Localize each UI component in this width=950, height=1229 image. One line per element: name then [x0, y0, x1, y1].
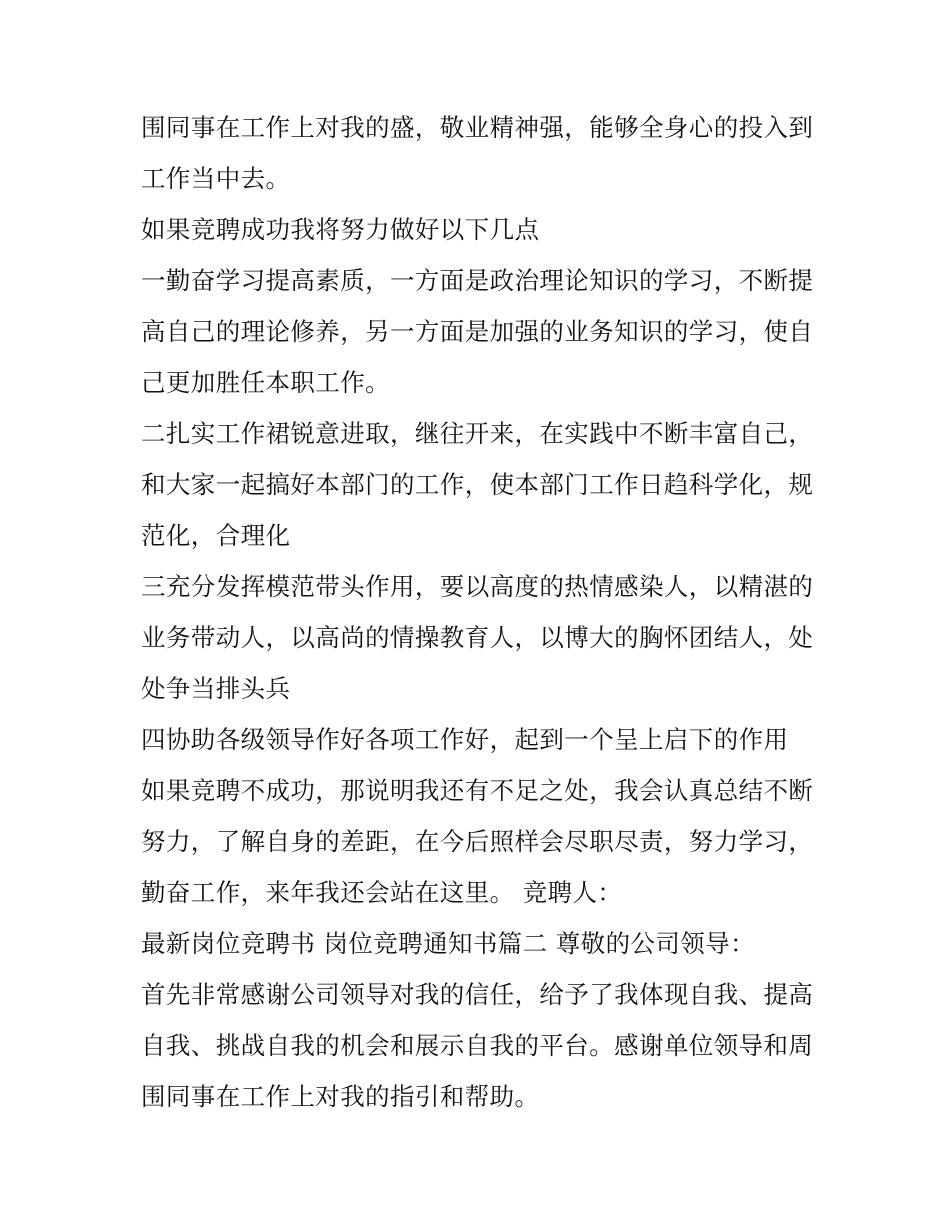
text-line: 三充分发挥模范带头作用，要以高度的热情感染人，以精湛的: [141, 572, 814, 601]
text-line: 勤奋工作，来年我还会站在这里。 竞聘人：: [141, 878, 623, 907]
text-line: 己更加胜任本职工作。: [141, 368, 390, 397]
text-line: 围同事在工作上对我的指引和帮助。: [141, 1082, 540, 1111]
text-line: 二扎实工作裙锐意进取，继往开来，在实践中不断丰富自己，: [141, 419, 814, 448]
text-line: 自我、挑战自我的机会和展示自我的平台。感谢单位领导和周: [141, 1031, 814, 1060]
text-line: 围同事在工作上对我的盛，敬业精神强，能够全身心的投入到: [141, 113, 814, 142]
text-line: 工作当中去。: [141, 164, 291, 193]
text-line: 和大家一起搞好本部门的工作，使本部门工作日趋科学化，规: [141, 470, 814, 499]
text-line: 范化，合理化: [141, 521, 291, 550]
text-line: 业务带动人，以高尚的情操教育人，以博大的胸怀团结人，处: [141, 623, 814, 652]
text-line: 努力，了解自身的差距，在今后照样会尽职尽责，努力学习，: [141, 827, 814, 856]
document-body: [141, 102, 821, 1122]
text-line: 首先非常感谢公司领导对我的信任，给予了我体现自我、提高: [141, 980, 814, 1009]
text-line: 处争当排头兵: [141, 674, 291, 703]
text-line: 如果竞聘不成功，那说明我还有不足之处，我会认真总结不断: [141, 776, 814, 805]
text-line: 一勤奋学习提高素质，一方面是政治理论知识的学习，不断提: [141, 266, 814, 295]
text-line: 如果竞聘成功我将努力做好以下几点: [141, 215, 540, 244]
text-line: 最新岗位竞聘书 岗位竞聘通知书篇二 尊敬的公司领导：: [141, 929, 755, 958]
text-line: 四协助各级领导作好各项工作好，起到一个呈上启下的作用: [141, 725, 789, 754]
text-line: 高自己的理论修养，另一方面是加强的业务知识的学习，使自: [141, 317, 814, 346]
